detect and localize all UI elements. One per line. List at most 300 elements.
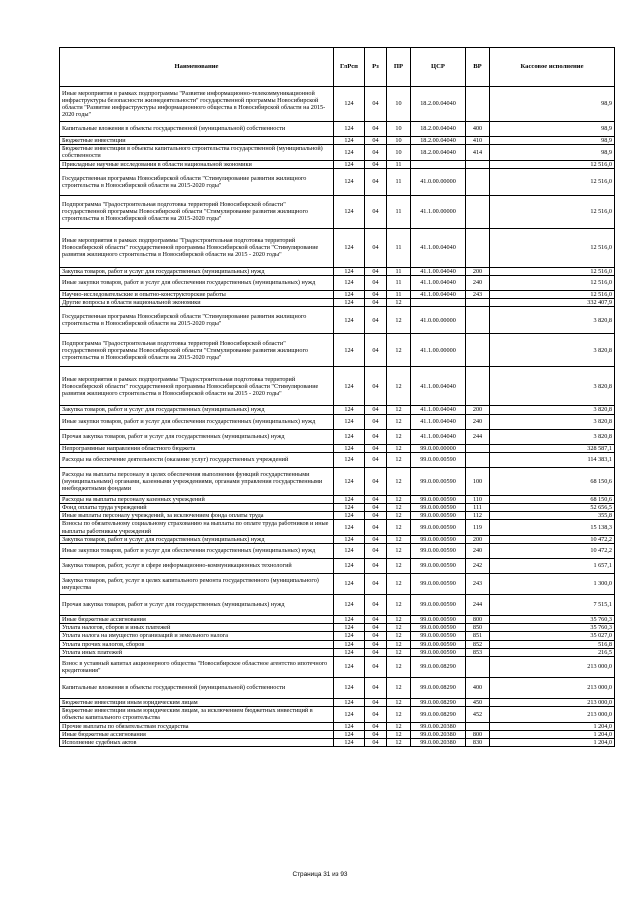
cell-glrsp: 124: [334, 595, 365, 616]
cell-glrsp: 124: [334, 168, 365, 195]
cell-vr: [466, 168, 490, 195]
cell-rz: 04: [365, 429, 387, 444]
cell-glrsp: 124: [334, 730, 365, 738]
cell-glrsp: 124: [334, 307, 365, 334]
cell-vr: 200: [466, 267, 490, 275]
cell-vr: 244: [466, 429, 490, 444]
table-row: [60, 299, 615, 307]
cell-name: Взносы по обязательному социальному страхованию на выплаты по оплате труда работников и иные выплаты работникам учреждений: [60, 520, 334, 535]
cell-rz: 04: [365, 616, 387, 624]
cell-rz: 04: [365, 640, 387, 648]
cell-pr: 12: [387, 467, 411, 495]
cell-vr: 830: [466, 739, 490, 747]
cell-name: Закупка товаров, работ и услуг для государственных (муниципальных) нужд: [60, 406, 334, 414]
cell-pr: 12: [387, 707, 411, 722]
cell-csr: [411, 299, 466, 307]
cell-cash-execution: 1 657,1: [490, 559, 615, 574]
cell-rz: 04: [365, 334, 387, 367]
cell-vr: 111: [466, 504, 490, 512]
cell-pr: 12: [387, 504, 411, 512]
cell-glrsp: 124: [334, 699, 365, 707]
cell-name: Прочая закупка товаров, работ и услуг для государственных (муниципальных) нужд: [60, 429, 334, 444]
cell-cash-execution: 1 204,0: [490, 722, 615, 730]
cell-pr: 11: [387, 228, 411, 267]
cell-rz: 04: [365, 276, 387, 291]
cell-csr: 18.2.00.04040: [411, 87, 466, 122]
cell-vr: 242: [466, 559, 490, 574]
cell-name: Закупка товаров, работ и услуг для государственных (муниципальных) нужд: [60, 535, 334, 543]
cell-csr: 99.0.00.20380: [411, 739, 466, 747]
cell-name: Закупка товаров, работ, услуг в целях капитального ремонта государственного (муниципального) имущества: [60, 574, 334, 595]
cell-rz: 04: [365, 678, 387, 699]
cell-csr: 99.0.00.00590: [411, 520, 466, 535]
cell-vr: 410: [466, 137, 490, 145]
cell-pr: 12: [387, 722, 411, 730]
cell-name: Иные бюджетные ассигнования: [60, 616, 334, 624]
table-row: [60, 504, 615, 512]
cell-csr: 41.1.00.04040: [411, 228, 466, 267]
table-row: [60, 595, 615, 616]
table-row: [60, 276, 615, 291]
table-row: [60, 640, 615, 648]
cell-csr: 41.0.00.00000: [411, 307, 466, 334]
cell-csr: 99.0.00.00590: [411, 544, 466, 559]
cell-pr: 11: [387, 267, 411, 275]
cell-rz: 04: [365, 228, 387, 267]
cell-cash-execution: 98,9: [490, 87, 615, 122]
header-rz: Рз: [365, 48, 387, 87]
cell-csr: 41.1.00.04040: [411, 429, 466, 444]
cell-vr: 243: [466, 574, 490, 595]
cell-rz: 04: [365, 535, 387, 543]
cell-cash-execution: 35 027,0: [490, 632, 615, 640]
cell-glrsp: 124: [334, 544, 365, 559]
cell-csr: 99.0.00.00590: [411, 632, 466, 640]
table-row: [60, 195, 615, 228]
cell-glrsp: 124: [334, 276, 365, 291]
table-row: [60, 160, 615, 168]
cell-rz: 04: [365, 574, 387, 595]
cell-cash-execution: 15 138,3: [490, 520, 615, 535]
cell-rz: 04: [365, 722, 387, 730]
cell-name: Исполнение судебных актов: [60, 739, 334, 747]
cell-vr: 852: [466, 640, 490, 648]
cell-glrsp: 124: [334, 520, 365, 535]
table-row: [60, 699, 615, 707]
cell-rz: 04: [365, 145, 387, 160]
cell-name: Расходы на обеспечение деятельности (оказание услуг) государственных учреждений: [60, 452, 334, 467]
cell-csr: 99.0.00.00590: [411, 640, 466, 648]
cell-vr: 200: [466, 406, 490, 414]
cell-vr: 100: [466, 467, 490, 495]
table-body: [60, 87, 615, 747]
cell-pr: 10: [387, 137, 411, 145]
cell-csr: 99.0.00.00590: [411, 504, 466, 512]
cell-pr: 12: [387, 334, 411, 367]
header-name: Наименование: [60, 48, 334, 87]
cell-csr: 99.0.00.00590: [411, 467, 466, 495]
cell-rz: 04: [365, 307, 387, 334]
table-row: [60, 722, 615, 730]
cell-glrsp: 124: [334, 574, 365, 595]
header-vr: ВР: [466, 48, 490, 87]
table-row: [60, 414, 615, 429]
table-row: [60, 406, 615, 414]
table-row: [60, 228, 615, 267]
cell-pr: 12: [387, 616, 411, 624]
cell-glrsp: 124: [334, 87, 365, 122]
cell-cash-execution: 12 516,0: [490, 228, 615, 267]
cell-pr: 12: [387, 648, 411, 656]
cell-pr: 10: [387, 122, 411, 137]
cell-csr: 99.0.00.00590: [411, 624, 466, 632]
cell-vr: 400: [466, 122, 490, 137]
page-footer: Страница 31 из 93: [292, 871, 348, 878]
cell-cash-execution: 98,9: [490, 122, 615, 137]
cell-pr: 12: [387, 444, 411, 452]
cell-rz: 04: [365, 648, 387, 656]
table-row: [60, 707, 615, 722]
cell-rz: 04: [365, 467, 387, 495]
table-row: [60, 334, 615, 367]
cell-rz: 04: [365, 406, 387, 414]
cell-name: Иные выплаты персоналу учреждений, за исключением фонда оплаты труда: [60, 512, 334, 520]
cell-vr: 240: [466, 276, 490, 291]
cell-pr: 10: [387, 87, 411, 122]
cell-csr: 99.0.00.00590: [411, 535, 466, 543]
cell-cash-execution: 68 150,6: [490, 467, 615, 495]
cell-glrsp: 124: [334, 739, 365, 747]
cell-glrsp: 124: [334, 495, 365, 503]
cell-vr: 240: [466, 414, 490, 429]
cell-csr: 41.1.00.04040: [411, 291, 466, 299]
cell-vr: [466, 87, 490, 122]
cell-vr: 800: [466, 730, 490, 738]
cell-pr: 12: [387, 520, 411, 535]
cell-pr: 12: [387, 367, 411, 406]
cell-name: Подпрограмма "Градостроительная подготовка территорий Новосибирской области" государственной программы Новосибирской области "Стимулирование развития жилищного строительства в Новосибирской области на 2015-2020 годы": [60, 195, 334, 228]
cell-pr: 11: [387, 160, 411, 168]
cell-name: Капитальные вложения в объекты государственной (муниципальной) собственности: [60, 122, 334, 137]
table-row: [60, 678, 615, 699]
cell-glrsp: 124: [334, 616, 365, 624]
cell-vr: [466, 367, 490, 406]
cell-pr: 12: [387, 512, 411, 520]
budget-table: [59, 47, 615, 747]
table-row: [60, 291, 615, 299]
cell-cash-execution: 216,5: [490, 648, 615, 656]
cell-cash-execution: 1 204,0: [490, 739, 615, 747]
cell-rz: 04: [365, 559, 387, 574]
cell-pr: 10: [387, 145, 411, 160]
table-row: [60, 122, 615, 137]
cell-cash-execution: 1 204,0: [490, 730, 615, 738]
cell-csr: 99.0.00.20380: [411, 730, 466, 738]
cell-rz: 04: [365, 504, 387, 512]
cell-rz: 04: [365, 707, 387, 722]
cell-glrsp: 124: [334, 406, 365, 414]
cell-name: Иные мероприятия в рамках подпрограммы "Градостроительная подготовка территорий Новосибирской области" государственной программы Новосибирской области "Стимулирование развития жилищного строительства в Новосибирской области на 2015 - 2020 годы": [60, 228, 334, 267]
cell-cash-execution: 213 000,0: [490, 678, 615, 699]
table-row: [60, 137, 615, 145]
table-row: [60, 145, 615, 160]
cell-rz: 04: [365, 87, 387, 122]
table-row: [60, 367, 615, 406]
table-row: [60, 739, 615, 747]
cell-name: Бюджетные инвестиции: [60, 137, 334, 145]
cell-glrsp: 124: [334, 291, 365, 299]
cell-csr: 99.0.00.00000: [411, 444, 466, 452]
cell-name: Уплата налогов, сборов и иных платежей: [60, 624, 334, 632]
cell-vr: 414: [466, 145, 490, 160]
cell-name: Уплата налога на имущество организаций и земельного налога: [60, 632, 334, 640]
table-row: [60, 559, 615, 574]
cell-cash-execution: 3 820,8: [490, 367, 615, 406]
table-row: [60, 467, 615, 495]
cell-rz: 04: [365, 632, 387, 640]
cell-vr: [466, 444, 490, 452]
cell-glrsp: 124: [334, 429, 365, 444]
table-row: [60, 267, 615, 275]
cell-glrsp: 124: [334, 640, 365, 648]
cell-pr: 11: [387, 195, 411, 228]
cell-pr: 12: [387, 535, 411, 543]
cell-csr: 99.0.00.00590: [411, 616, 466, 624]
cell-glrsp: 124: [334, 267, 365, 275]
cell-glrsp: 124: [334, 145, 365, 160]
cell-cash-execution: 213 000,0: [490, 657, 615, 678]
cell-pr: 12: [387, 730, 411, 738]
cell-glrsp: 124: [334, 444, 365, 452]
table-row: [60, 648, 615, 656]
cell-rz: 04: [365, 267, 387, 275]
cell-name: Прочие выплаты по обязательствам государства: [60, 722, 334, 730]
cell-csr: 99.0.00.00590: [411, 595, 466, 616]
cell-csr: 99.0.00.08290: [411, 699, 466, 707]
cell-glrsp: 124: [334, 122, 365, 137]
cell-name: Иные закупки товаров, работ и услуг для обеспечения государственных (муниципальных) нужд: [60, 276, 334, 291]
cell-glrsp: 124: [334, 414, 365, 429]
cell-glrsp: 124: [334, 467, 365, 495]
cell-name: Иные мероприятия в рамках подпрограммы "Градостроительная подготовка территорий Новосибирской области" государственной программы Новосибирской области "Стимулирование развития жилищного строительства в Новосибирской области на 2015 - 2020 годы": [60, 367, 334, 406]
cell-cash-execution: 3 820,8: [490, 429, 615, 444]
cell-rz: 04: [365, 544, 387, 559]
cell-rz: 04: [365, 444, 387, 452]
cell-csr: 41.1.00.04040: [411, 367, 466, 406]
cell-vr: 851: [466, 632, 490, 640]
cell-rz: 04: [365, 624, 387, 632]
cell-rz: 04: [365, 657, 387, 678]
document-page: [59, 47, 614, 747]
cell-csr: 99.0.00.00590: [411, 559, 466, 574]
cell-glrsp: 124: [334, 648, 365, 656]
cell-vr: 850: [466, 624, 490, 632]
table-row: [60, 307, 615, 334]
cell-csr: [411, 160, 466, 168]
cell-rz: 04: [365, 520, 387, 535]
cell-glrsp: 124: [334, 535, 365, 543]
cell-name: Непрограммные направления областного бюджета: [60, 444, 334, 452]
cell-pr: 12: [387, 429, 411, 444]
cell-vr: 240: [466, 544, 490, 559]
cell-pr: 12: [387, 299, 411, 307]
cell-csr: 41.1.00.04040: [411, 406, 466, 414]
cell-csr: 99.0.00.00590: [411, 648, 466, 656]
cell-cash-execution: 3 820,8: [490, 334, 615, 367]
cell-vr: [466, 307, 490, 334]
cell-csr: 99.0.00.00590: [411, 495, 466, 503]
cell-pr: 12: [387, 307, 411, 334]
cell-rz: 04: [365, 299, 387, 307]
cell-vr: 800: [466, 616, 490, 624]
cell-cash-execution: 12 516,0: [490, 291, 615, 299]
cell-cash-execution: 213 000,0: [490, 699, 615, 707]
cell-cash-execution: 12 516,0: [490, 160, 615, 168]
cell-name: Прочая закупка товаров, работ и услуг для государственных (муниципальных) нужд: [60, 595, 334, 616]
cell-pr: 11: [387, 291, 411, 299]
cell-csr: 41.1.00.00000: [411, 195, 466, 228]
table-row: [60, 495, 615, 503]
table-row: [60, 168, 615, 195]
cell-rz: 04: [365, 495, 387, 503]
cell-name: Научно-исследовательские и опытно-конструкторские работы: [60, 291, 334, 299]
cell-rz: 04: [365, 122, 387, 137]
cell-cash-execution: 213 000,0: [490, 707, 615, 722]
cell-cash-execution: 3 820,8: [490, 414, 615, 429]
cell-name: Бюджетные инвестиции в объекты капитального строительства государственной (муниципальной) собственности: [60, 145, 334, 160]
table-row: [60, 535, 615, 543]
cell-pr: 12: [387, 414, 411, 429]
cell-csr: 41.1.00.04040: [411, 414, 466, 429]
table-row: [60, 632, 615, 640]
cell-name: Уплата иных платежей: [60, 648, 334, 656]
cell-csr: 41.1.00.00000: [411, 334, 466, 367]
table-row: [60, 520, 615, 535]
header-glrsp: ГлРсп: [334, 48, 365, 87]
cell-vr: [466, 299, 490, 307]
cell-glrsp: 124: [334, 632, 365, 640]
cell-pr: 12: [387, 559, 411, 574]
cell-vr: 110: [466, 495, 490, 503]
cell-glrsp: 124: [334, 559, 365, 574]
cell-glrsp: 124: [334, 678, 365, 699]
cell-name: Другие вопросы в области национальной экономики: [60, 299, 334, 307]
cell-glrsp: 124: [334, 707, 365, 722]
cell-glrsp: 124: [334, 160, 365, 168]
cell-rz: 04: [365, 168, 387, 195]
cell-name: Закупка товаров, работ и услуг для государственных (муниципальных) нужд: [60, 267, 334, 275]
cell-glrsp: 124: [334, 452, 365, 467]
cell-pr: 12: [387, 640, 411, 648]
cell-csr: 18.2.00.04040: [411, 122, 466, 137]
table-row: [60, 616, 615, 624]
header-pr: ПР: [387, 48, 411, 87]
cell-name: Бюджетные инвестиции иным юридическим лицам, за исключением бюджетных инвестиций в объекты капитального строительства: [60, 707, 334, 722]
cell-rz: 04: [365, 730, 387, 738]
cell-glrsp: 124: [334, 137, 365, 145]
cell-name: Иные мероприятия в рамках подпрограммы "Развитие информационно-телекоммуникационной инфраструктуры безопасности жизнедеятельности" государственной программы Новосибирской области "Развитие инфраструктуры информационного общества в Новосибирской области на 2015-2020 годы": [60, 87, 334, 122]
cell-csr: 18.2.00.04040: [411, 137, 466, 145]
cell-glrsp: 124: [334, 504, 365, 512]
cell-cash-execution: 1 300,0: [490, 574, 615, 595]
cell-glrsp: 124: [334, 334, 365, 367]
cell-csr: 99.0.00.00590: [411, 574, 466, 595]
cell-rz: 04: [365, 452, 387, 467]
cell-glrsp: 124: [334, 228, 365, 267]
cell-cash-execution: 68 150,6: [490, 495, 615, 503]
cell-vr: [466, 195, 490, 228]
cell-name: Подпрограмма "Градостроительная подготовка территорий Новосибирской области" государственной программы Новосибирской области "Стимулирование развития жилищного строительства в Новосибирской области на 2015-2020 годы": [60, 334, 334, 367]
cell-pr: 12: [387, 574, 411, 595]
cell-pr: 12: [387, 595, 411, 616]
cell-vr: 452: [466, 707, 490, 722]
cell-name: Капитальные вложения в объекты государственной (муниципальной) собственности: [60, 678, 334, 699]
cell-rz: 04: [365, 699, 387, 707]
cell-vr: [466, 722, 490, 730]
cell-vr: 243: [466, 291, 490, 299]
cell-name: Государственная программа Новосибирской области "Стимулирование развития жилищного строительства в Новосибирской области на 2015-2020 годы": [60, 168, 334, 195]
cell-name: Расходы на выплаты персоналу казенных учреждений: [60, 495, 334, 503]
cell-pr: 12: [387, 452, 411, 467]
cell-rz: 04: [365, 414, 387, 429]
cell-glrsp: 124: [334, 657, 365, 678]
cell-pr: 11: [387, 168, 411, 195]
cell-cash-execution: 114 383,1: [490, 452, 615, 467]
cell-cash-execution: 12 516,0: [490, 267, 615, 275]
cell-rz: 04: [365, 291, 387, 299]
cell-csr: 99.0.00.08290: [411, 678, 466, 699]
cell-pr: 12: [387, 657, 411, 678]
cell-csr: 41.0.00.00000: [411, 168, 466, 195]
cell-vr: 200: [466, 535, 490, 543]
cell-pr: 12: [387, 495, 411, 503]
cell-rz: 04: [365, 595, 387, 616]
cell-cash-execution: 52 656,5: [490, 504, 615, 512]
header-csr: ЦСР: [411, 48, 466, 87]
cell-name: Уплата прочих налогов, сборов: [60, 640, 334, 648]
cell-vr: 244: [466, 595, 490, 616]
cell-pr: 11: [387, 276, 411, 291]
table-row: [60, 452, 615, 467]
cell-name: Иные закупки товаров, работ и услуг для обеспечения государственных (муниципальных) нужд: [60, 414, 334, 429]
table-row: [60, 657, 615, 678]
cell-cash-execution: 7 515,1: [490, 595, 615, 616]
cell-rz: 04: [365, 195, 387, 228]
cell-glrsp: 124: [334, 195, 365, 228]
cell-glrsp: 124: [334, 722, 365, 730]
cell-cash-execution: 355,8: [490, 512, 615, 520]
cell-pr: 12: [387, 739, 411, 747]
cell-csr: 41.1.00.04040: [411, 276, 466, 291]
cell-name: Бюджетные инвестиции иным юридическим лицам: [60, 699, 334, 707]
cell-name: Государственная программа Новосибирской области "Стимулирование развития жилищного строительства в Новосибирской области на 2015-2020 годы": [60, 307, 334, 334]
cell-rz: 04: [365, 137, 387, 145]
cell-cash-execution: 98,9: [490, 145, 615, 160]
cell-glrsp: 124: [334, 367, 365, 406]
cell-vr: 450: [466, 699, 490, 707]
cell-csr: 99.0.00.20380: [411, 722, 466, 730]
cell-name: Закупка товаров, работ, услуг в сфере информационно-коммуникационных технологий: [60, 559, 334, 574]
cell-cash-execution: 10 472,2: [490, 544, 615, 559]
cell-name: Иные закупки товаров, работ и услуг для обеспечения государственных (муниципальных) нужд: [60, 544, 334, 559]
cell-cash-execution: 516,8: [490, 640, 615, 648]
cell-cash-execution: 332 407,9: [490, 299, 615, 307]
cell-cash-execution: 10 472,2: [490, 535, 615, 543]
cell-glrsp: 124: [334, 512, 365, 520]
cell-csr: 99.0.00.08290: [411, 657, 466, 678]
table-row: [60, 429, 615, 444]
cell-vr: 112: [466, 512, 490, 520]
